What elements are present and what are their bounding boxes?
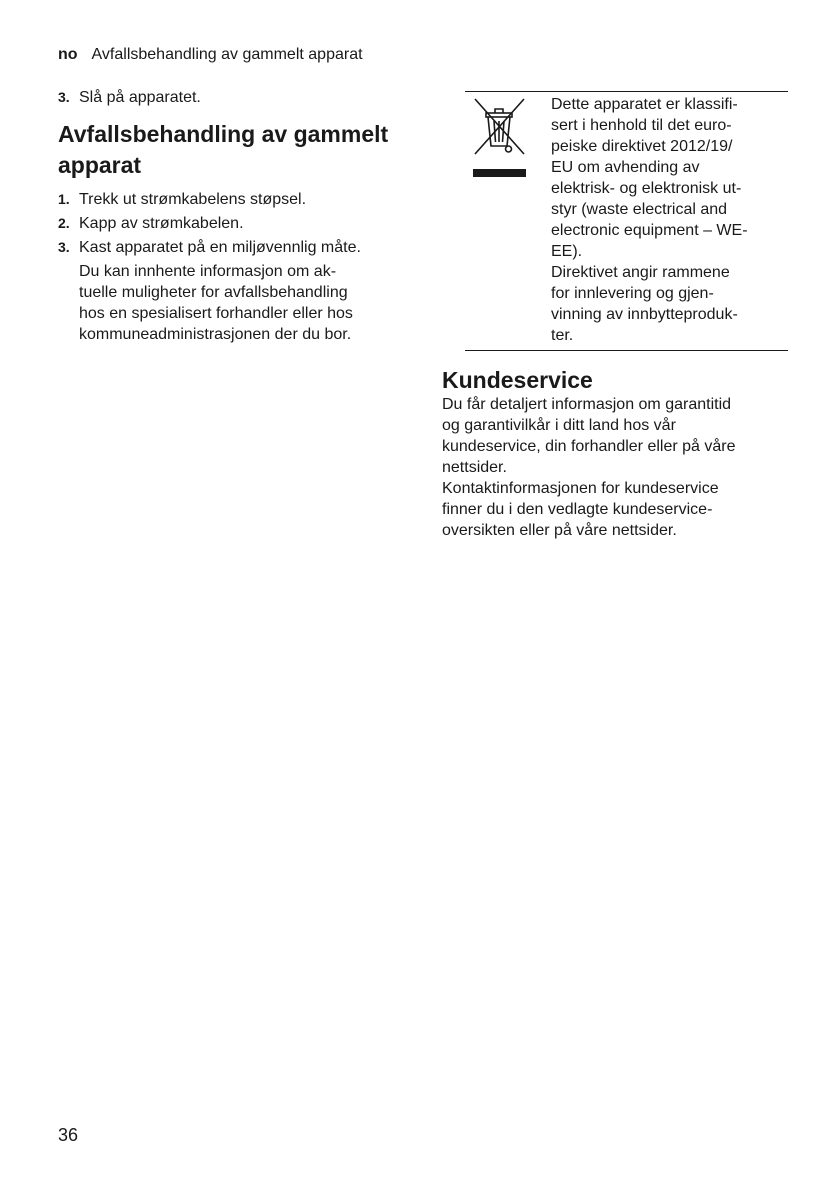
step-text: Kapp av strømkabelen. bbox=[79, 215, 244, 232]
step-item bbox=[58, 189, 418, 210]
language-code: no bbox=[58, 46, 78, 63]
running-header bbox=[58, 45, 363, 65]
page-number: 36 bbox=[58, 1125, 79, 1145]
customer-service-text: Du får detaljert informasjon om garantitid og garantivilkår i ditt land hos vår kundeservice, din forhandler eller på våre nettsider. Kontaktinformasjonen for kundeservice finner du i den vedlagte kundeservice- oversikten eller på våre nettsider. bbox=[442, 396, 736, 539]
weee-notice-box bbox=[465, 91, 788, 351]
step-item bbox=[58, 237, 418, 258]
step-text: Slå på apparatet. bbox=[79, 89, 201, 106]
right-column bbox=[442, 91, 788, 541]
step-text: Kast apparatet på en miljøvennlig måte. bbox=[79, 239, 361, 256]
step-number: 3. bbox=[58, 89, 70, 105]
left-column bbox=[58, 87, 418, 345]
step-text: Trekk ut strømkabelens støpsel. bbox=[79, 191, 307, 208]
weee-directive-text: Dette apparatet er klassifi- sert i henhold til det euro- peiske direktivet 2012/19/ EU om avhending av elektrisk- og elektronisk ut- styr (waste electrical and electronic equipment – WE- EE). Direktivet angir rammene for innlevering og gjen- vinning av innbytteproduk- ter. bbox=[551, 96, 748, 344]
step-item bbox=[58, 213, 418, 234]
section-title-customer-service: Kundeservice bbox=[442, 367, 593, 393]
step-number: 1. bbox=[58, 191, 70, 207]
step-number: 3. bbox=[58, 239, 70, 255]
step-switch-on bbox=[58, 87, 418, 108]
header-title: Avfallsbehandling av gammelt apparat bbox=[91, 46, 363, 63]
crossed-out-wheelie-bin-icon bbox=[472, 96, 528, 180]
disposal-steps bbox=[58, 189, 418, 258]
section-title-disposal: Avfallsbehandling av gammelt apparat bbox=[58, 121, 389, 178]
disposal-note: Du kan innhente informasjon om ak- tuelle muligheter for avfallsbehandling hos en spesialisert forhandler eller hos kommuneadministrasjonen der du bor. bbox=[79, 263, 353, 343]
step-number: 2. bbox=[58, 215, 70, 231]
